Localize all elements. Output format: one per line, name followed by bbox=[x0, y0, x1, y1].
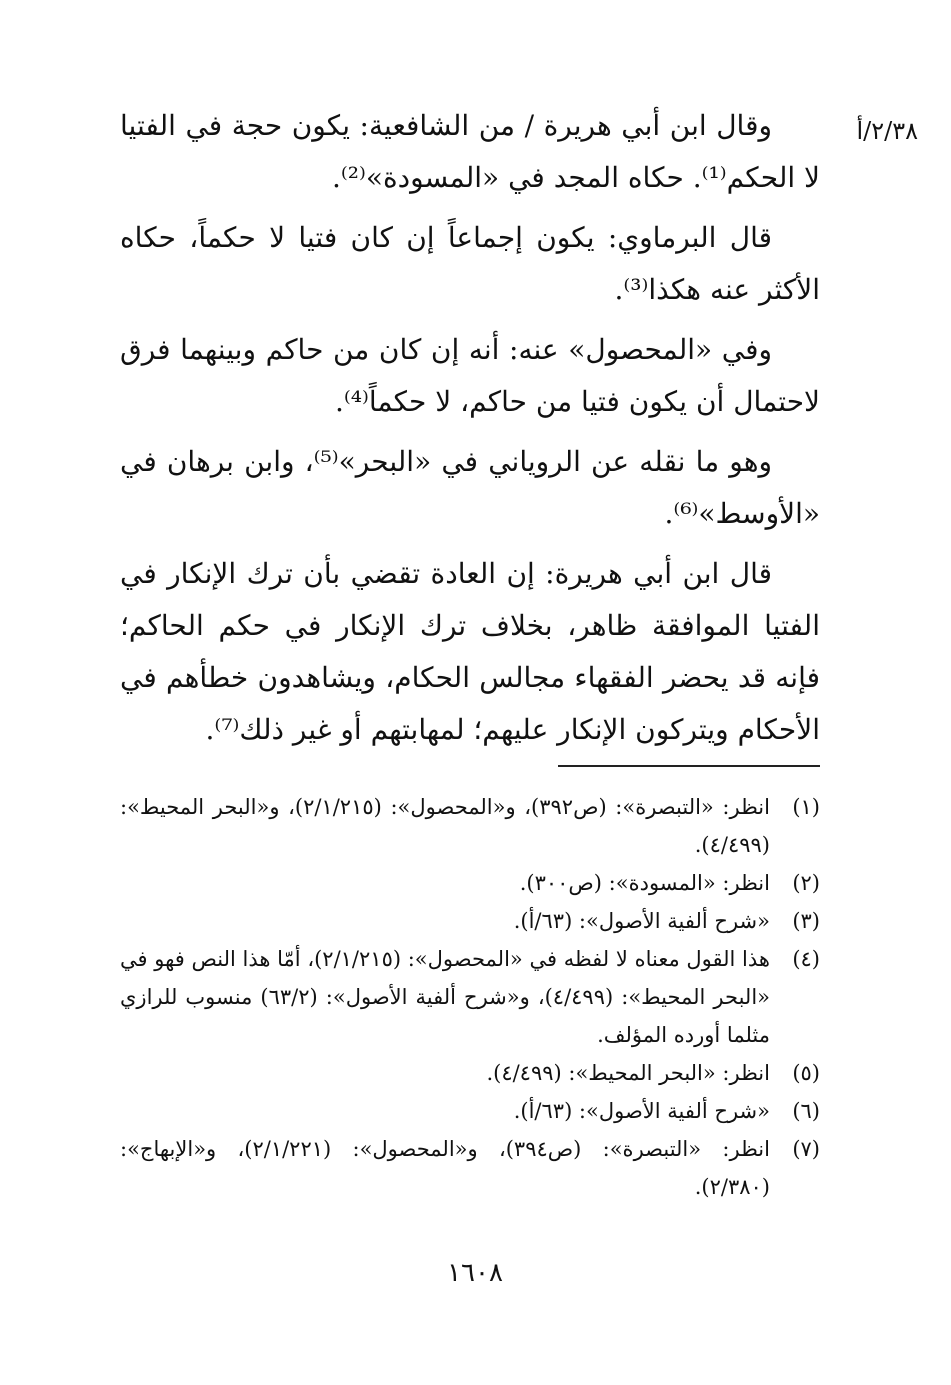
manuscript-folio-reference: ٢/٣٨/أ bbox=[856, 117, 918, 145]
footnote-3 bbox=[120, 902, 820, 940]
footnote-number: (٦) bbox=[792, 1099, 820, 1123]
paragraph-3: وفي «المحصول» عنه: أنه إن كان من حاكم وبينهما فرق لاحتمال أن يكون فتيا من حاكم، لا حكماً⁽⁴⁾. bbox=[120, 333, 820, 418]
footnote-text: هذا القول معناه لا لفظه في «المحصول»: (٢/١/٢١٥)، أمّا هذا النص فهو في «البحر المحيط»: (٤/٤٩٩)، و«شرح ألفية الأصول»: (٦٣/٢) منسوب للرازي مثلما أورده المؤلف. bbox=[120, 947, 770, 1047]
paragraph-4: وهو ما نقله عن الروياني في «البحر»⁽⁵⁾، وابن برهان في «الأوسط»⁽⁶⁾. bbox=[120, 445, 820, 530]
paragraph-2: قال البرماوي: يكون إجماعاً إن كان فتيا لا حكماً، حكاه الأكثر عنه هكذا⁽³⁾. bbox=[120, 221, 820, 306]
footnote-text: انظر: «التبصرة»: (ص٣٩٢)، و«المحصول»: (٢/١/٢١٥)، و«البحر المحيط»: (٤/٤٩٩). bbox=[120, 795, 770, 857]
footnote-text: انظر: «التبصرة»: (ص٣٩٤)، و«المحصول»: (٢/١/٢٢١)، و«الإبهاج»: (٢/٣٨٠). bbox=[120, 1137, 770, 1199]
paragraph-1: وقال ابن أبي هريرة / من الشافعية: يكون حجة في الفتيا لا الحكم⁽¹⁾. حكاه المجد في «المسودة»⁽²⁾. bbox=[120, 109, 820, 194]
footnote-text: «شرح ألفية الأصول»: (٦٣/أ). bbox=[513, 1099, 770, 1123]
footnote-1 bbox=[120, 788, 820, 864]
footnote-number: (٥) bbox=[792, 1061, 820, 1085]
footnote-5 bbox=[120, 1054, 820, 1092]
page-number: ١٦٠٨ bbox=[447, 1258, 503, 1288]
footnote-2 bbox=[120, 864, 820, 902]
footnote-number: (٣) bbox=[792, 909, 820, 933]
footnote-text: انظر: «المسودة»: (ص٣٠٠). bbox=[519, 871, 770, 895]
footnote-number: (٢) bbox=[792, 871, 820, 895]
footnote-number: (١) bbox=[792, 795, 820, 819]
footnotes bbox=[120, 788, 820, 1206]
main-text bbox=[120, 100, 820, 764]
paragraph-5: قال ابن أبي هريرة: إن العادة تقضي بأن ترك الإنكار في الفتيا الموافقة ظاهر، بخلاف ترك الإنكار في حكم الحاكم؛ فإنه قد يحضر الفقهاء مجالس الحكام، ويشاهدون خطأهم في الأحكام ويتركون الإنكار عليهم؛ لمهابتهم أو غير ذلك⁽⁷⁾. bbox=[120, 557, 820, 746]
footnote-6 bbox=[120, 1092, 820, 1130]
footnote-number: (٧) bbox=[792, 1137, 820, 1161]
footnote-text: «شرح ألفية الأصول»: (٦٣/أ). bbox=[513, 909, 770, 933]
footnote-7 bbox=[120, 1130, 820, 1206]
footnote-text: انظر: «البحر المحيط»: (٤/٤٩٩). bbox=[486, 1061, 770, 1085]
footnote-divider bbox=[558, 765, 820, 767]
footnote-number: (٤) bbox=[792, 947, 820, 971]
footnote-4 bbox=[120, 940, 820, 1054]
